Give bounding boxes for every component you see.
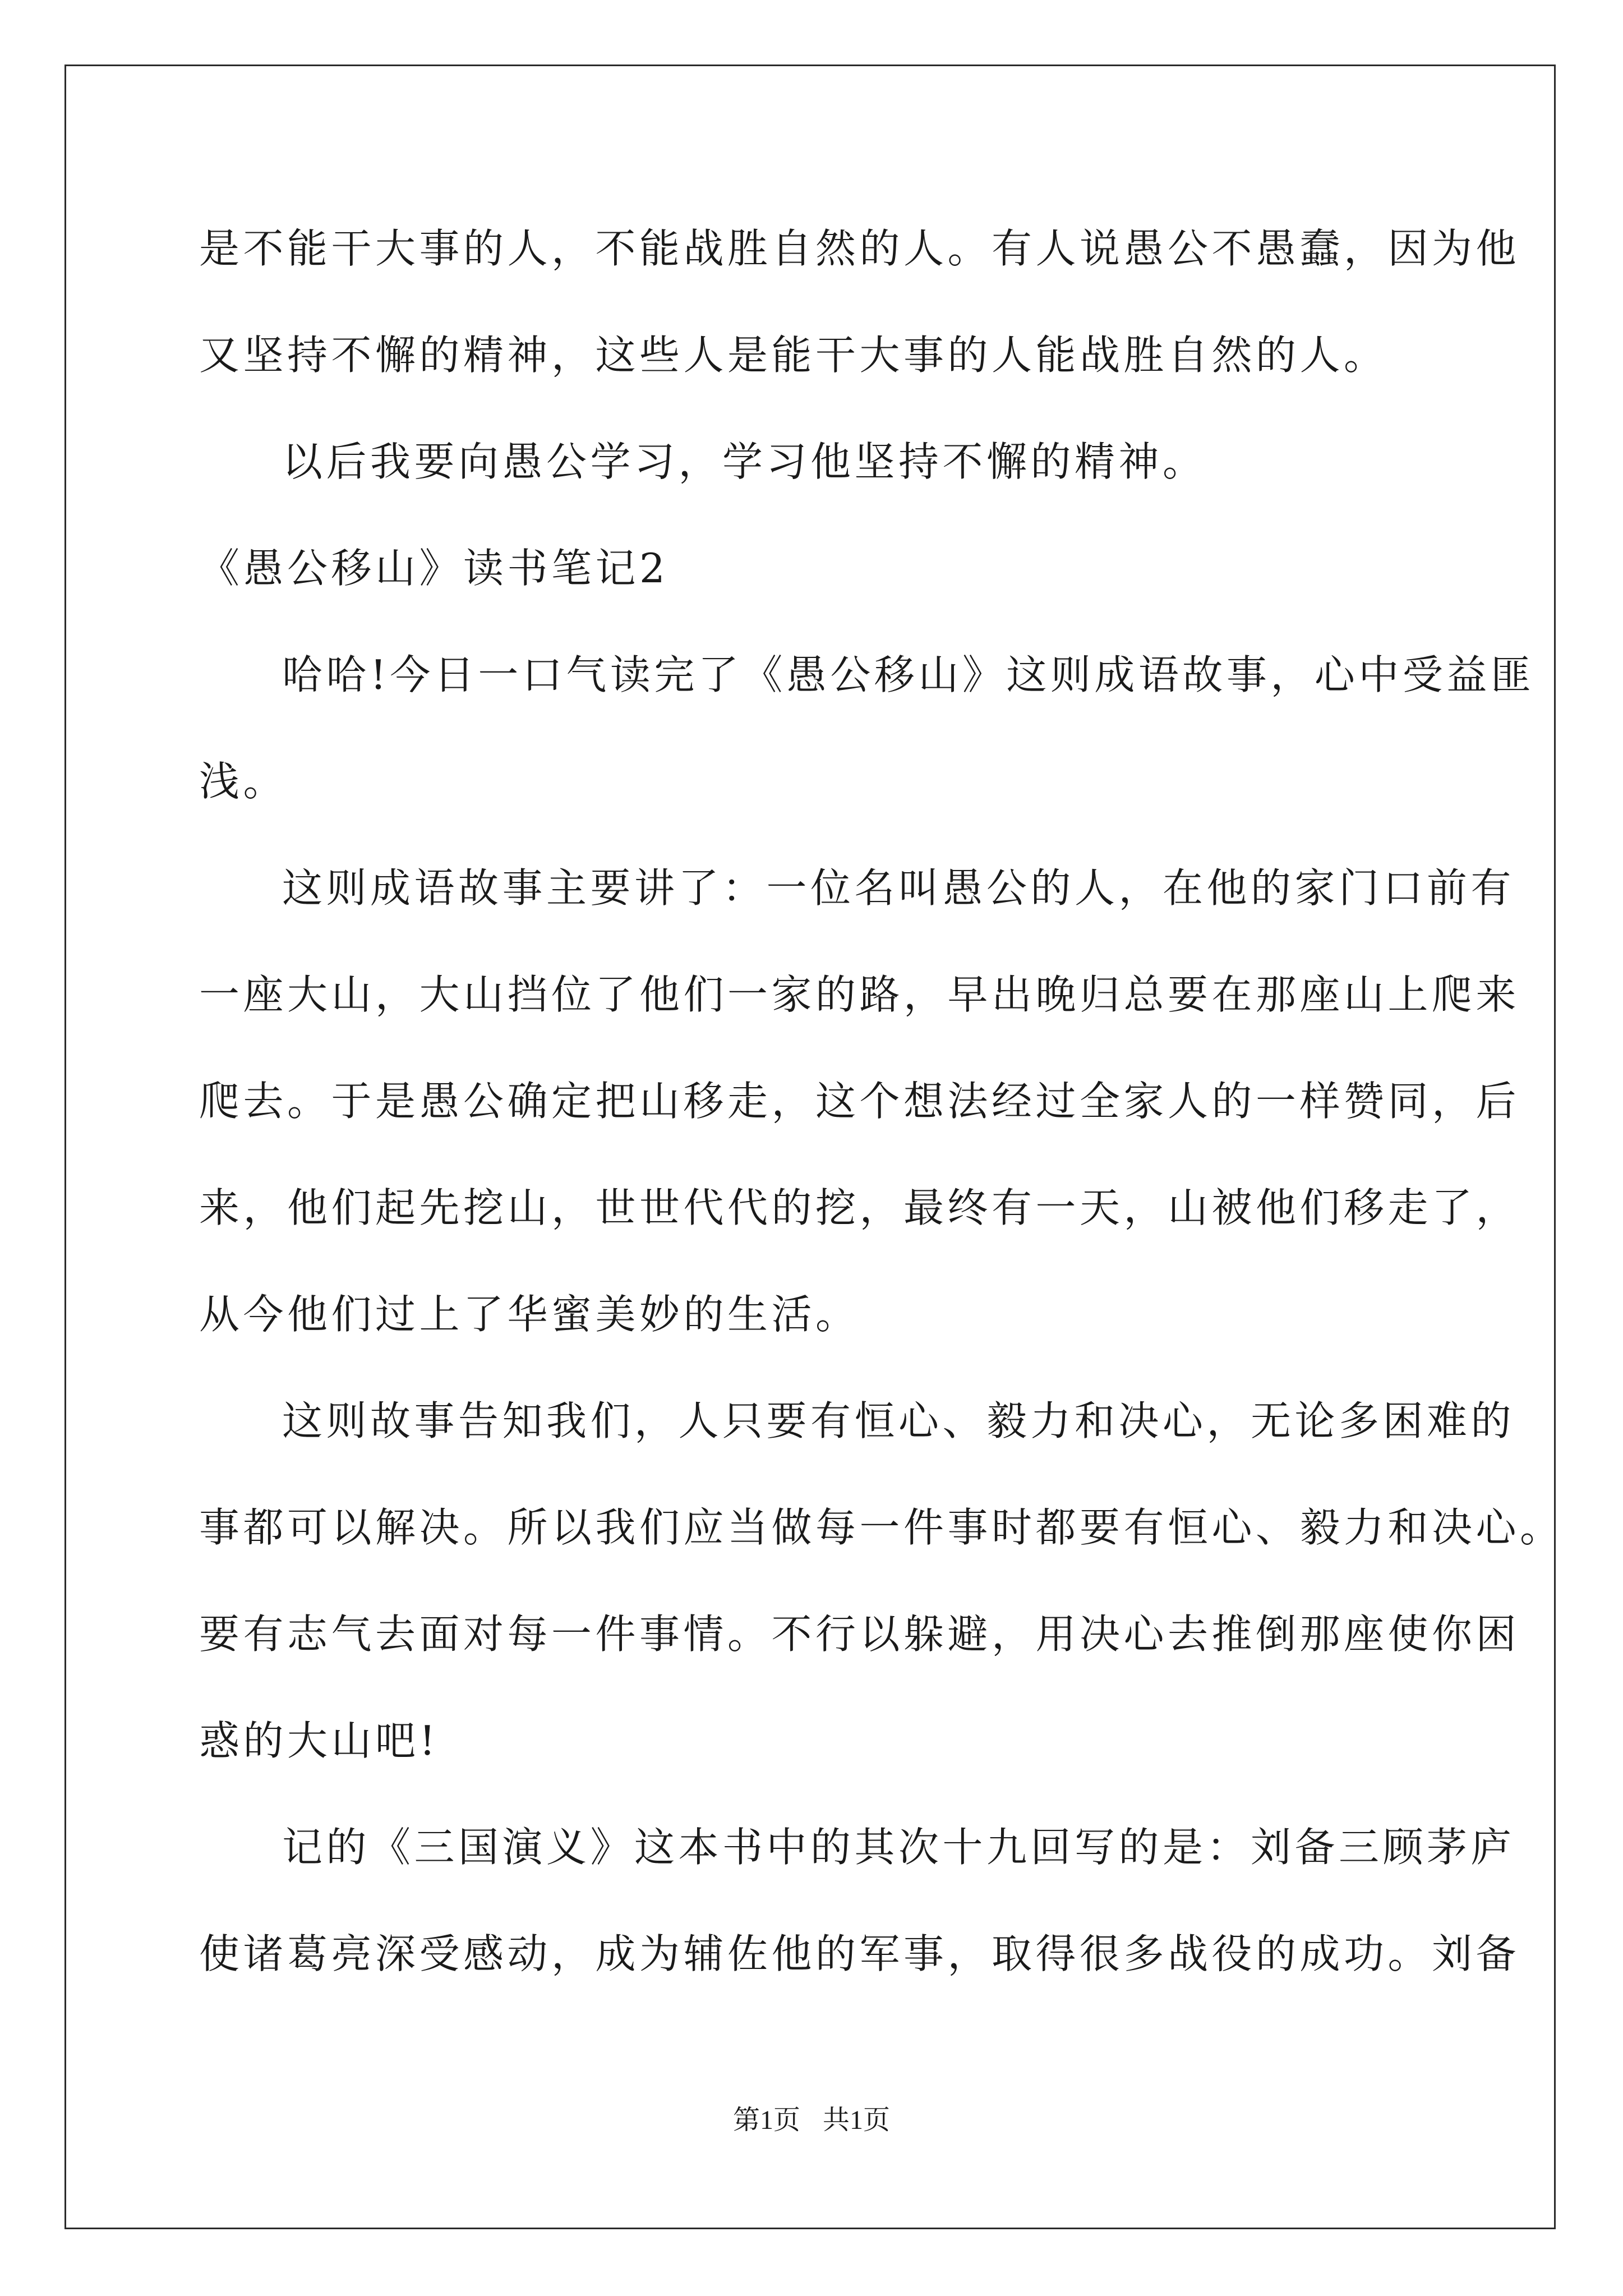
section-heading: 《愚公移山》读书笔记2 <box>199 545 669 592</box>
text-line-14: 要有志气去面对每一件事情。不行以躲避，用决心去推倒那座使你困 <box>199 1611 1520 1658</box>
page-number-current: 第1页 <box>732 2105 800 2135</box>
text-line-7: 这则成语故事主要讲了：一位名叫愚公的人，在他的家门口前有 <box>282 864 1515 912</box>
text-line-8: 一座大山，大山挡位了他们一家的路，早出晚归总要在那座山上爬来 <box>199 971 1520 1018</box>
text-line-13: 事都可以解决。所以我们应当做每一件事时都要有恒心、毅力和决心。 <box>199 1504 1564 1551</box>
text-line-9: 爬去。于是愚公确定把山移走，这个想法经过全家人的一样赞同，后 <box>199 1078 1520 1125</box>
document-body <box>199 218 1564 2030</box>
text-line-10: 来，他们起先挖山，世世代代的挖，最终有一天，山被他们移走了， <box>199 1184 1520 1231</box>
text-line-12: 这则故事告知我们，人只要有恒心、毅力和决心，无论多困难的 <box>282 1397 1515 1444</box>
text-line-15: 惑的大山吧! <box>199 1717 439 1764</box>
text-line-2: 又坚持不懈的精神，这些人是能干大事的人能战胜自然的人。 <box>199 332 1388 379</box>
text-line-16: 记的《三国演义》这本书中的其次十九回写的是：刘备三顾茅庐 <box>282 1824 1515 1871</box>
text-line-5: 哈哈!今日一口气读完了《愚公移山》这则成语故事，心中受益匪 <box>282 651 1535 698</box>
text-line-6: 浅。 <box>199 758 288 805</box>
text-line-11: 从今他们过上了华蜜美妙的生活。 <box>199 1291 860 1338</box>
page-footer <box>0 2098 1623 2137</box>
text-line-1: 是不能干大事的人，不能战胜自然的人。有人说愚公不愚蠢，因为他 <box>199 225 1520 272</box>
text-line-3: 以后我要向愚公学习，学习他坚持不懈的精神。 <box>282 438 1207 485</box>
text-line-17: 使诸葛亮深受感动，成为辅佐他的军事，取得很多战役的成功。刘备 <box>199 1930 1520 1977</box>
page-number-total: 共1页 <box>823 2105 891 2135</box>
